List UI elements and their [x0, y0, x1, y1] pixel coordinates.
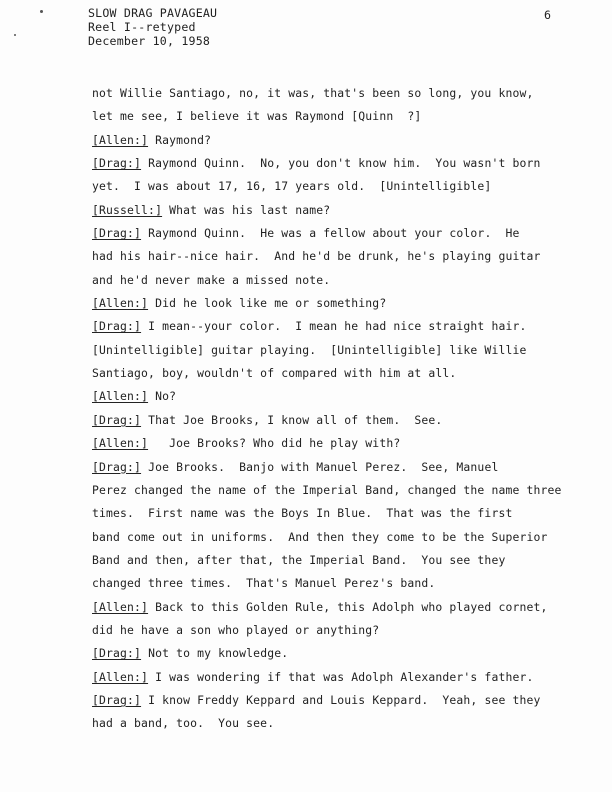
transcript-line: [92, 105, 592, 128]
transcript-line: [92, 222, 592, 245]
transcript-line: [92, 572, 592, 595]
line-text: Joe Brooks? Who did he play with?: [148, 436, 401, 451]
speaker-label: [Drag:]: [92, 226, 142, 241]
transcript-line: [92, 479, 592, 502]
transcript-line: [92, 292, 592, 315]
margin-dot: [14, 34, 16, 36]
transcript-line: [92, 666, 592, 689]
line-text: Not to my knowledge.: [141, 646, 289, 661]
transcript-line: [92, 432, 592, 455]
speaker-label: [Drag:]: [92, 412, 142, 427]
line-text: I know Freddy Keppard and Louis Keppard. Yeah, see they: [141, 692, 541, 707]
transcript-line: [92, 129, 592, 152]
line-text: changed three times. That's Manuel Perez's band.: [92, 576, 436, 591]
transcript-line: [92, 596, 592, 619]
speaker-label: [Allen:]: [92, 132, 149, 147]
transcript-line: [92, 502, 592, 525]
speaker-label: [Allen:]: [92, 389, 149, 404]
header-date: December 10, 1958: [88, 34, 211, 48]
line-text: Raymond?: [148, 132, 212, 147]
line-text: did he have a son who played or anything?: [92, 622, 380, 637]
transcript-line: [92, 245, 592, 268]
line-text: Did he look like me or something?: [148, 296, 387, 311]
transcript-line: [92, 619, 592, 642]
transcript-line: [92, 175, 592, 198]
transcript-line: [92, 82, 592, 105]
line-text: let me see, I believe it was Raymond [Quinn ?]: [92, 109, 422, 124]
transcript-line: [92, 526, 592, 549]
speaker-label: [Drag:]: [92, 156, 142, 171]
header-reel: Reel I--retyped: [88, 20, 196, 34]
margin-dot: [40, 10, 43, 13]
line-text: Perez changed the name of the Imperial Band, changed the name three: [92, 482, 562, 497]
line-text: Raymond Quinn. He was a fellow about your color. He: [141, 226, 520, 241]
line-text: times. First name was the Boys In Blue. That was the first: [92, 506, 513, 521]
transcript-line: [92, 385, 592, 408]
speaker-label: [Allen:]: [92, 669, 149, 684]
transcript-line: [92, 549, 592, 572]
line-text: I mean--your color. I mean he had nice straight hair.: [141, 319, 527, 334]
header-title: SLOW DRAG PAVAGEAU: [88, 6, 218, 20]
speaker-label: [Allen:]: [92, 599, 149, 614]
transcript-line: [92, 315, 592, 338]
document-header: [88, 6, 217, 48]
line-text: Joe Brooks. Banjo with Manuel Perez. See, Manuel: [141, 459, 499, 474]
speaker-label: [Drag:]: [92, 692, 142, 707]
speaker-label: [Drag:]: [92, 459, 142, 474]
line-text: Band and then, after that, the Imperial Band. You see they: [92, 552, 506, 567]
line-text: Santiago, boy, wouldn't of compared with him at all.: [92, 366, 457, 381]
line-text: and he'd never make a missed note.: [92, 272, 331, 287]
transcript-body: [92, 82, 592, 736]
speaker-label: [Allen:]: [92, 436, 149, 451]
transcript-line: [92, 269, 592, 292]
transcript-line: [92, 409, 592, 432]
transcript-line: [92, 712, 592, 735]
transcript-line: [92, 199, 592, 222]
line-text: What was his last name?: [162, 202, 331, 217]
transcript-line: [92, 456, 592, 479]
transcript-line: [92, 362, 592, 385]
line-text: Raymond Quinn. No, you don't know him. You wasn't born: [141, 156, 541, 171]
transcript-line: [92, 642, 592, 665]
transcript-line: [92, 339, 592, 362]
line-text: No?: [148, 389, 177, 404]
line-text: yet. I was about 17, 16, 17 years old. [Unintelligible]: [92, 179, 492, 194]
speaker-label: [Allen:]: [92, 296, 149, 311]
line-text: That Joe Brooks, I know all of them. See.: [141, 412, 443, 427]
line-text: [Unintelligible] guitar playing. [Unintelligible] like Willie: [92, 342, 527, 357]
transcript-line: [92, 689, 592, 712]
speaker-label: [Russell:]: [92, 202, 163, 217]
line-text: I was wondering if that was Adolph Alexander's father.: [148, 669, 534, 684]
line-text: band come out in uniforms. And then they come to be the Superior: [92, 529, 548, 544]
speaker-label: [Drag:]: [92, 319, 142, 334]
line-text: Back to this Golden Rule, this Adolph who played cornet,: [148, 599, 548, 614]
speaker-label: [Drag:]: [92, 646, 142, 661]
line-text: had his hair--nice hair. And he'd be drunk, he's playing guitar: [92, 249, 541, 264]
line-text: had a band, too. You see.: [92, 716, 275, 731]
page-number: 6: [544, 8, 551, 22]
transcript-line: [92, 152, 592, 175]
line-text: not Willie Santiago, no, it was, that's been so long, you know,: [92, 86, 534, 100]
